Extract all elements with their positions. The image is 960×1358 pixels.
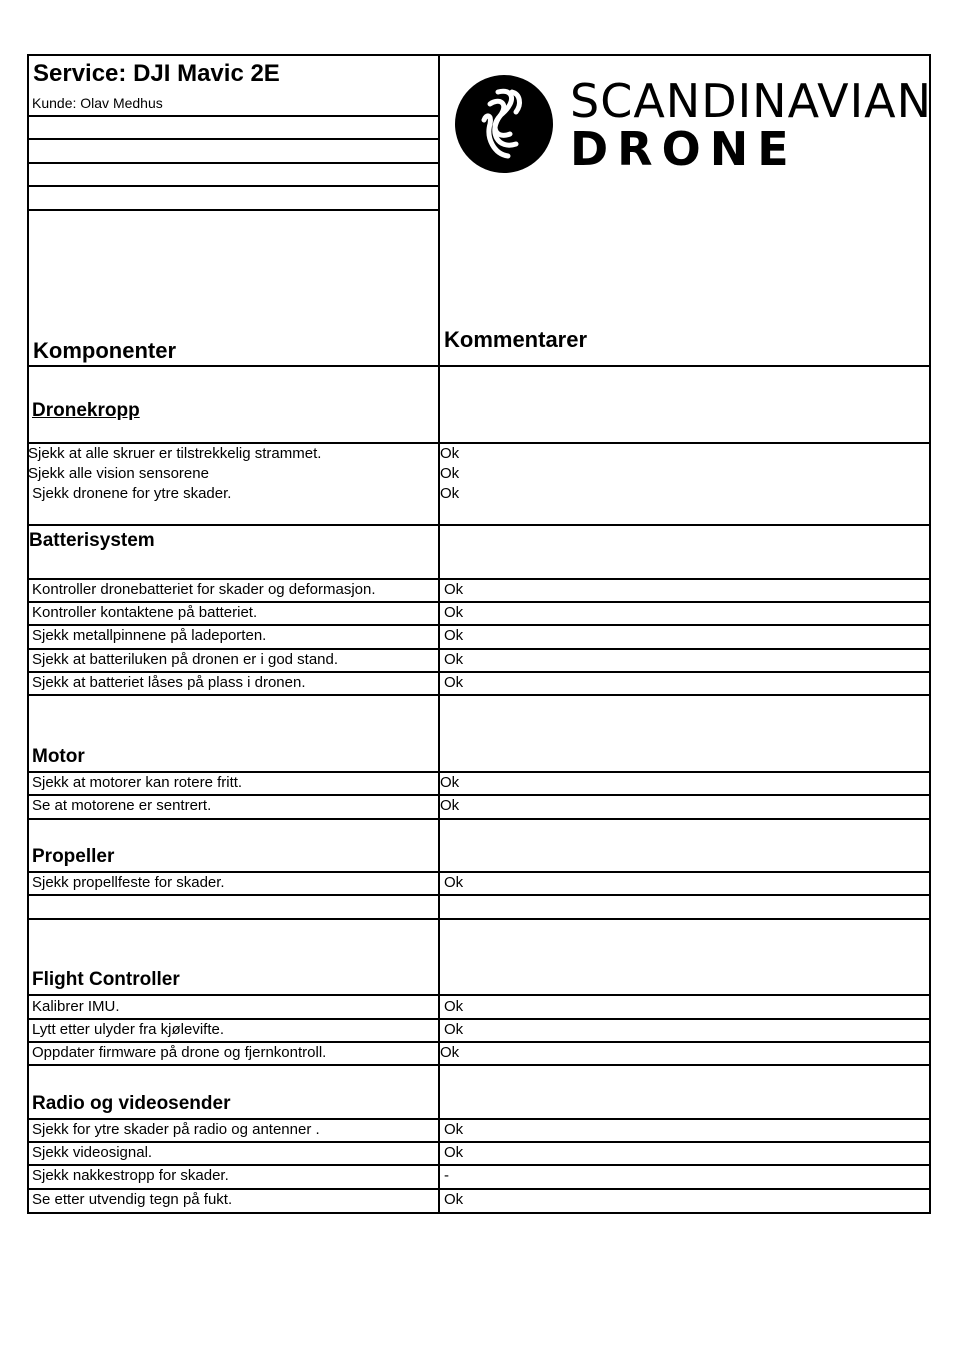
section-title-flight-controller: Flight Controller bbox=[32, 969, 180, 990]
section-title-dronekropp: Dronekropp bbox=[32, 400, 140, 421]
frame-left bbox=[27, 54, 29, 1214]
checklist-item: Sjekk at motorer kan rotere fritt. bbox=[32, 774, 243, 791]
logo-text-scandinavian: SCANDINAVIAN bbox=[570, 74, 933, 128]
header-line bbox=[27, 115, 439, 117]
checklist-comment: Ok bbox=[440, 1044, 460, 1061]
row-line bbox=[27, 894, 931, 896]
checklist-comment: Ok bbox=[440, 465, 460, 482]
column-header-comments: Kommentarer bbox=[444, 327, 588, 352]
header-line bbox=[27, 209, 439, 211]
checklist-item: Se at motorene er sentrert. bbox=[32, 797, 212, 814]
checklist-item: Se etter utvendig tegn på fukt. bbox=[32, 1191, 233, 1208]
checklist-comment: Ok bbox=[444, 627, 464, 644]
frame-bottom bbox=[27, 1212, 931, 1214]
checklist-item: Sjekk propellfeste for skader. bbox=[32, 874, 225, 891]
section-title-batterisystem: Batterisystem bbox=[29, 530, 155, 551]
scandinavian-drone-logo bbox=[454, 74, 554, 174]
checklist-item: Sjekk dronene for ytre skader. bbox=[28, 485, 232, 502]
checklist-comment: Ok bbox=[440, 445, 460, 462]
checklist-item: Kontroller kontaktene på batteriet. bbox=[32, 604, 258, 621]
checklist-comment: - bbox=[444, 1167, 449, 1184]
row-line bbox=[27, 365, 931, 367]
column-header-components: Komponenter bbox=[33, 338, 176, 363]
checklist-comment: Ok bbox=[444, 998, 464, 1015]
header-line bbox=[27, 185, 439, 187]
frame-top bbox=[27, 54, 931, 56]
customer-name: Kunde: Olav Medhus bbox=[32, 95, 163, 111]
checklist-item: Oppdater firmware på drone og fjernkontroll. bbox=[32, 1044, 327, 1061]
checklist-comment: Ok bbox=[444, 1021, 464, 1038]
row-line bbox=[27, 524, 931, 526]
checklist-item: Lytt etter ulyder fra kjølevifte. bbox=[32, 1021, 225, 1038]
page-title: Service: DJI Mavic 2E bbox=[33, 60, 280, 87]
row-line bbox=[27, 1064, 931, 1066]
logo-text-drone: DRONE bbox=[570, 122, 798, 176]
row-line bbox=[27, 694, 931, 696]
checklist-comment: Ok bbox=[444, 604, 464, 621]
checklist-item: Sjekk at batteriet låses på plass i dronen. bbox=[32, 674, 306, 691]
header-line bbox=[27, 138, 439, 140]
checklist-comment: Ok bbox=[440, 774, 460, 791]
checklist-comment: Ok bbox=[444, 1191, 464, 1208]
row-line bbox=[27, 918, 931, 920]
section-title-radio: Radio og videosender bbox=[32, 1093, 231, 1114]
checklist-item: Sjekk at alle skruer er tilstrekkelig strammet. bbox=[28, 445, 322, 462]
row-line bbox=[27, 1141, 931, 1143]
frame-right bbox=[929, 54, 931, 1214]
checklist-item: Kalibrer IMU. bbox=[32, 998, 120, 1015]
checklist-item: Sjekk metallpinnene på ladeporten. bbox=[32, 627, 267, 644]
checklist-comment: Ok bbox=[444, 674, 464, 691]
header-line bbox=[27, 162, 439, 164]
checklist-comment: Ok bbox=[444, 874, 464, 891]
row-line bbox=[27, 994, 931, 996]
checklist-comment: Ok bbox=[444, 1121, 464, 1138]
checklist-comment: Ok bbox=[444, 1144, 464, 1161]
checklist-item: Sjekk for ytre skader på radio og antenner . bbox=[32, 1121, 320, 1138]
checklist-comment: Ok bbox=[440, 797, 460, 814]
checklist-item: Sjekk videosignal. bbox=[32, 1144, 153, 1161]
checklist-comment: Ok bbox=[444, 651, 464, 668]
checklist-item: Sjekk nakkestropp for skader. bbox=[32, 1167, 229, 1184]
checklist-item: Sjekk at batteriluken på dronen er i god stand. bbox=[32, 651, 339, 668]
section-title-motor: Motor bbox=[32, 746, 85, 767]
row-line bbox=[27, 818, 931, 820]
checklist-item: Kontroller dronebatteriet for skader og deformasjon. bbox=[32, 581, 376, 598]
checklist-item: Sjekk alle vision sensorene bbox=[28, 465, 209, 482]
checklist-comment: Ok bbox=[440, 485, 460, 502]
checklist-comment: Ok bbox=[444, 581, 464, 598]
section-title-propeller: Propeller bbox=[32, 846, 115, 867]
column-divider bbox=[438, 54, 440, 1214]
